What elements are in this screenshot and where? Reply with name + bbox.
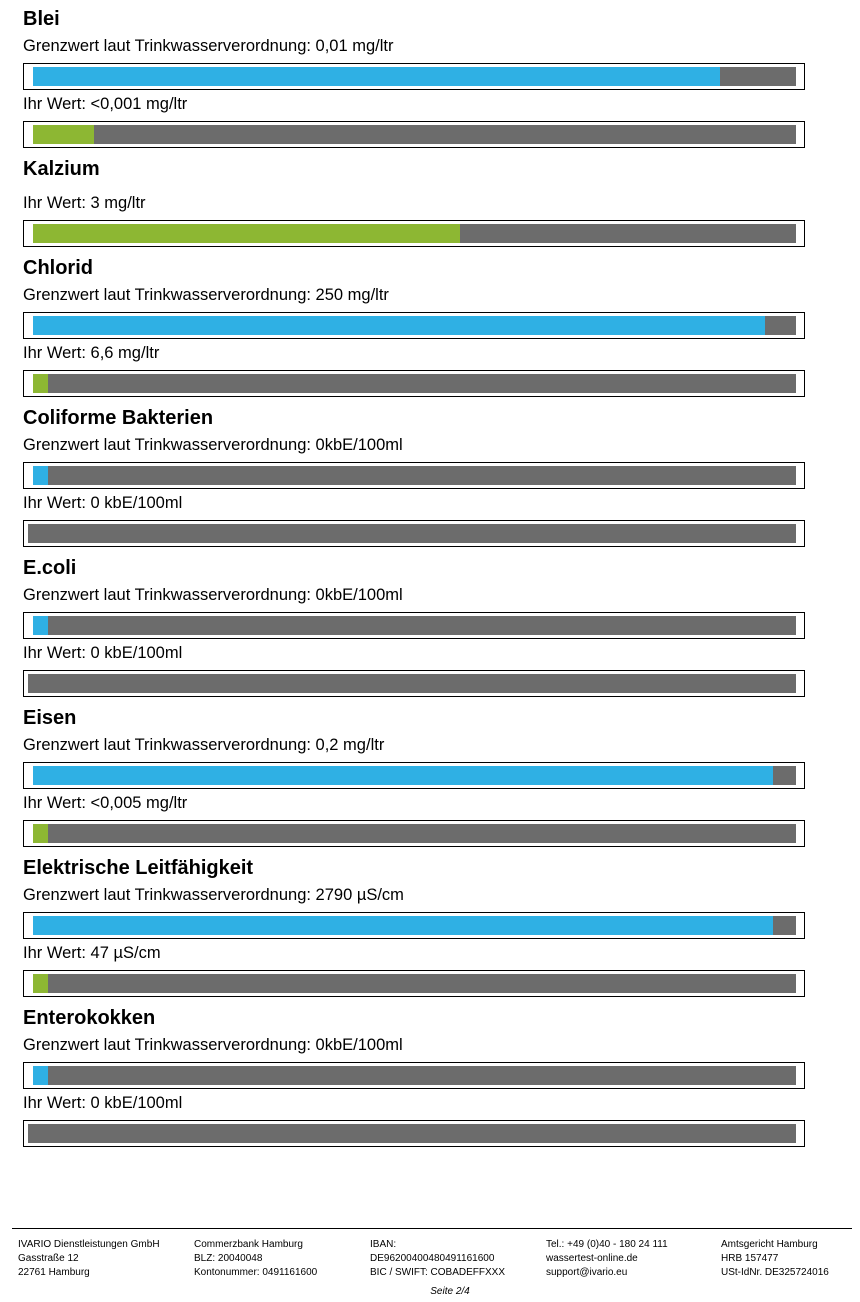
- footer-bank-account: Kontonummer: 0491161600: [194, 1267, 318, 1278]
- footer-website: wassertest-online.de: [546, 1253, 638, 1264]
- limit-bar-fill: [33, 916, 773, 935]
- result-section: [23, 555, 813, 697]
- value-bar-track: [28, 524, 796, 543]
- limit-bar-fill: [33, 616, 48, 635]
- footer-hrb: HRB 157477: [721, 1253, 779, 1264]
- value-bar: [23, 1120, 805, 1147]
- footer-registry: [721, 1238, 829, 1280]
- footer-divider: [12, 1228, 852, 1229]
- limit-bar-fill: [33, 466, 48, 485]
- result-section: [23, 855, 813, 997]
- footer-phone: Tel.: +49 (0)40 - 180 24 111: [546, 1239, 668, 1250]
- limit-bar-fill: [33, 1066, 48, 1085]
- section-title: Elektrische Leitfähigkeit: [23, 857, 254, 879]
- footer-company-name: IVARIO Dienstleistungen GmbH: [18, 1239, 160, 1250]
- footer-bic: BIC / SWIFT: COBADEFFXXX: [370, 1267, 506, 1278]
- footer-company-street: Gasstraße 12: [18, 1253, 79, 1264]
- value-bar-track: [28, 1124, 796, 1143]
- footer-court: Amtsgericht Hamburg: [721, 1239, 818, 1250]
- value-bar-track: [33, 374, 796, 393]
- limit-bar-fill: [33, 316, 765, 335]
- limit-bar: [23, 462, 805, 489]
- footer-bank: [194, 1238, 317, 1280]
- limit-label: Grenzwert laut Trinkwasserverordnung: 0,2 mg/ltr: [23, 736, 385, 754]
- value-bar-track: [33, 974, 796, 993]
- limit-bar: [23, 762, 805, 789]
- result-section: [23, 1005, 813, 1147]
- value-bar-fill: [33, 224, 460, 243]
- result-section: [23, 705, 813, 847]
- footer-company-city: 22761 Hamburg: [18, 1267, 90, 1278]
- limit-bar-track: [33, 1066, 796, 1085]
- limit-bar-track: [33, 616, 796, 635]
- limit-bar: [23, 612, 805, 639]
- section-title: Kalzium: [23, 158, 100, 180]
- footer-bank-name: Commerzbank Hamburg: [194, 1239, 303, 1250]
- limit-bar: [23, 1062, 805, 1089]
- value-bar-fill: [33, 974, 48, 993]
- page-number: Seite 2/4: [430, 1286, 470, 1297]
- result-section: [23, 255, 813, 397]
- footer-bank-blz: BLZ: 20040048: [194, 1253, 263, 1264]
- value-label: Ihr Wert: 6,6 mg/ltr: [23, 344, 160, 362]
- footer-vat: USt-IdNr. DE325724016: [721, 1267, 829, 1278]
- limit-bar: [23, 63, 805, 90]
- limit-label: Grenzwert laut Trinkwasserverordnung: 0kbE/100ml: [23, 1036, 403, 1054]
- result-section: [23, 156, 813, 247]
- limit-bar: [23, 312, 805, 339]
- footer-iban-number: DE96200400480491161600: [370, 1253, 495, 1264]
- section-title: Eisen: [23, 707, 77, 729]
- result-section: [23, 405, 813, 547]
- limit-bar-track: [33, 466, 796, 485]
- value-bar: [23, 670, 805, 697]
- footer-company: [18, 1238, 160, 1280]
- value-bar-fill: [33, 374, 48, 393]
- result-section: [23, 6, 813, 148]
- value-bar-fill: [33, 824, 48, 843]
- value-label: Ihr Wert: <0,005 mg/ltr: [23, 794, 188, 812]
- footer-email: support@ivario.eu: [546, 1267, 628, 1278]
- value-bar: [23, 121, 805, 148]
- footer-iban: [370, 1238, 505, 1280]
- limit-bar: [23, 912, 805, 939]
- value-bar-fill: [33, 125, 94, 144]
- value-label: Ihr Wert: 3 mg/ltr: [23, 194, 146, 212]
- value-bar: [23, 370, 805, 397]
- limit-bar-fill: [33, 67, 720, 86]
- section-title: E.coli: [23, 557, 77, 579]
- section-title: Coliforme Bakterien: [23, 407, 214, 429]
- value-label: Ihr Wert: 0 kbE/100ml: [23, 494, 183, 512]
- limit-label: Grenzwert laut Trinkwasserverordnung: 2790 µS/cm: [23, 886, 404, 904]
- footer-contact: [546, 1238, 668, 1280]
- value-bar: [23, 520, 805, 547]
- section-title: Blei: [23, 8, 60, 30]
- results-list: [23, 6, 813, 1155]
- value-bar-track: [28, 674, 796, 693]
- limit-label: Grenzwert laut Trinkwasserverordnung: 0,01 mg/ltr: [23, 37, 394, 55]
- value-bar-track: [33, 125, 796, 144]
- value-label: Ihr Wert: 0 kbE/100ml: [23, 1094, 183, 1112]
- limit-label: Grenzwert laut Trinkwasserverordnung: 250 mg/ltr: [23, 286, 389, 304]
- value-bar-track: [33, 824, 796, 843]
- footer-iban-label: IBAN:: [370, 1239, 397, 1250]
- value-label: Ihr Wert: 47 µS/cm: [23, 944, 161, 962]
- limit-bar-fill: [33, 766, 773, 785]
- section-title: Chlorid: [23, 257, 93, 279]
- value-label: Ihr Wert: 0 kbE/100ml: [23, 644, 183, 662]
- limit-label: Grenzwert laut Trinkwasserverordnung: 0kbE/100ml: [23, 436, 403, 454]
- value-bar: [23, 220, 805, 247]
- value-bar: [23, 820, 805, 847]
- value-bar: [23, 970, 805, 997]
- limit-label: Grenzwert laut Trinkwasserverordnung: 0kbE/100ml: [23, 586, 403, 604]
- section-title: Enterokokken: [23, 1007, 156, 1029]
- value-label: Ihr Wert: <0,001 mg/ltr: [23, 95, 188, 113]
